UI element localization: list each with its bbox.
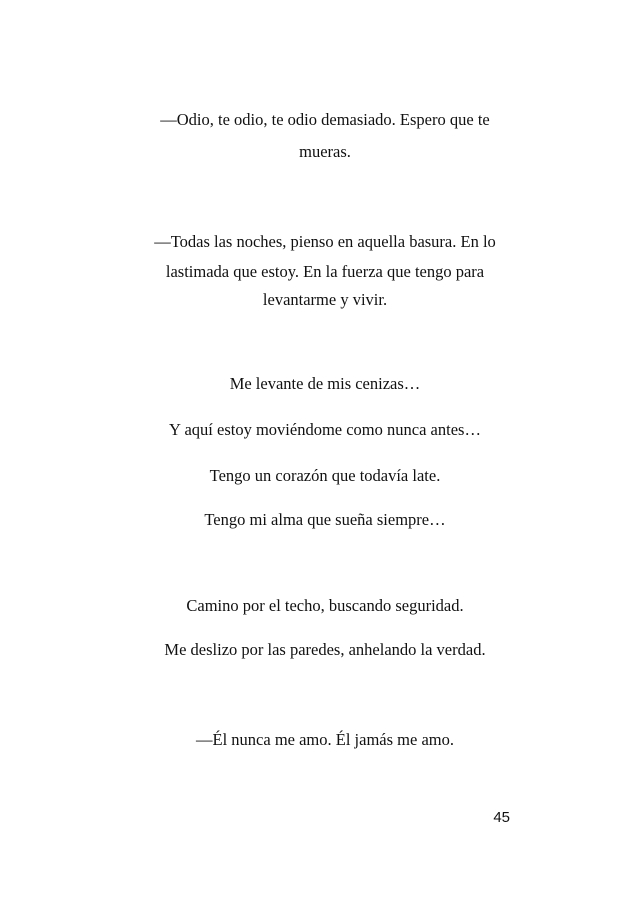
page-number: 45 xyxy=(493,809,510,826)
paragraph-4-line-2: Me deslizo por las paredes, anhelando la verdad. xyxy=(164,640,486,659)
paragraph-3-line-3: Tengo un corazón que todavía late. xyxy=(209,466,441,485)
paragraph-3-line-1: Me levante de mis cenizas… xyxy=(229,374,421,393)
paragraph-5-line-1: —Él nunca me amo. Él jamás me amo. xyxy=(196,730,454,749)
paragraph-2-line-1: —Todas las noches, pienso en aquella basura. En lo xyxy=(154,232,496,251)
paragraph-2-line-2: lastimada que estoy. En la fuerza que tengo para xyxy=(165,262,485,281)
paragraph-3-line-2: Y aquí estoy moviéndome como nunca antes… xyxy=(169,420,481,439)
paragraph-3-line-4: Tengo mi alma que sueña siempre… xyxy=(204,510,446,529)
paragraph-1-line-1: —Odio, te odio, te odio demasiado. Espero que te xyxy=(160,110,490,129)
paragraph-2-line-3: levantarme y vivir. xyxy=(262,290,388,309)
paragraph-4-line-1: Camino por el techo, buscando seguridad. xyxy=(186,596,464,615)
paragraph-1-line-2: mueras. xyxy=(299,142,351,161)
